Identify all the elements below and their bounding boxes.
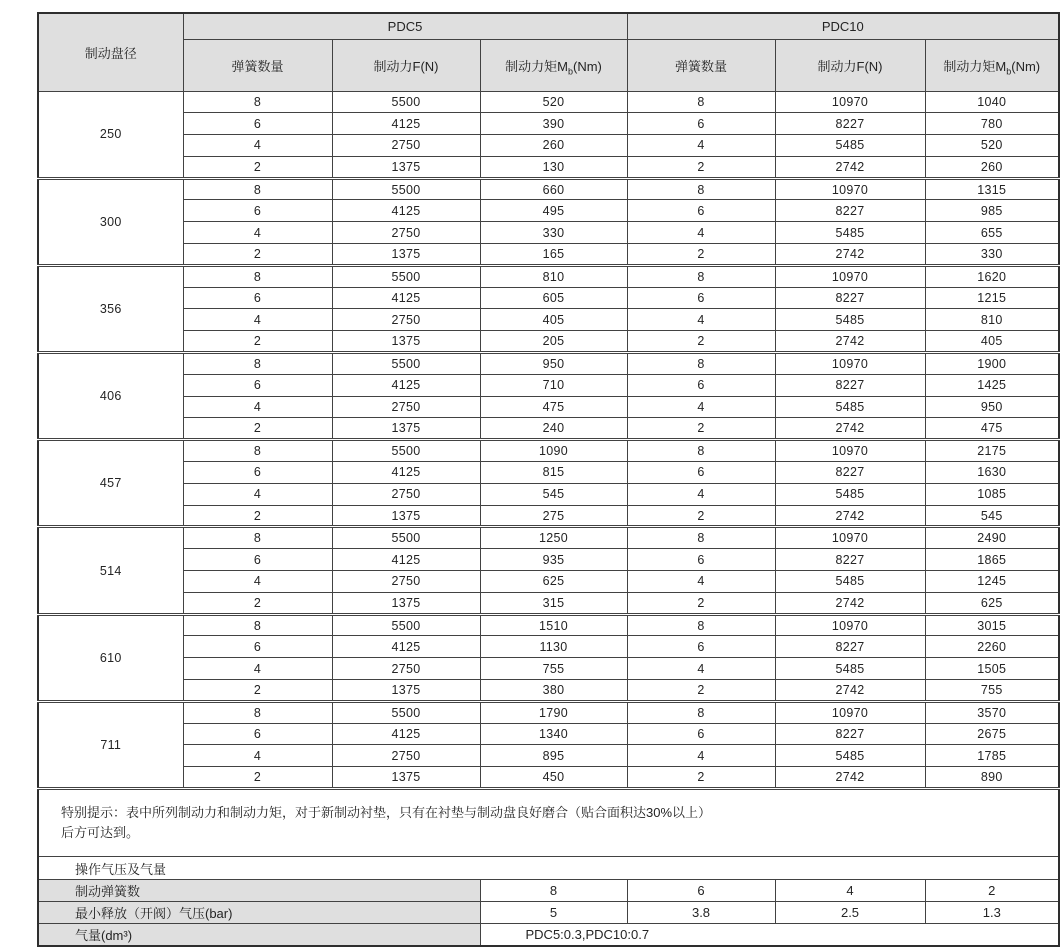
value-cell: 6	[183, 723, 332, 745]
value-cell: 6	[627, 287, 775, 309]
value-cell: 8	[627, 440, 775, 462]
disc-diameter-cell: 610	[38, 614, 183, 701]
value-cell: 5	[480, 902, 627, 924]
value-cell: 495	[480, 200, 627, 222]
value-cell: 6	[627, 636, 775, 658]
value-cell: 6	[183, 200, 332, 222]
value-cell: 935	[480, 549, 627, 571]
value-cell: 6	[627, 374, 775, 396]
value-cell: 6	[627, 723, 775, 745]
air-volume-label: 气量(dm³)	[38, 924, 480, 946]
value-cell: 810	[480, 265, 627, 287]
torque-header-pdc10	[925, 39, 1059, 91]
value-cell: 8	[480, 880, 627, 902]
disc-diameter-cell: 457	[38, 440, 183, 527]
table-row	[38, 440, 1059, 462]
disc-diameter-cell: 300	[38, 178, 183, 265]
column-header-row	[38, 39, 1059, 91]
value-cell: 3015	[925, 614, 1059, 636]
value-cell: 4125	[332, 723, 480, 745]
value-cell: 10970	[775, 701, 925, 723]
value-cell: 1.3	[925, 902, 1059, 924]
value-cell: 4	[183, 483, 332, 505]
value-cell: 2	[627, 418, 775, 440]
pneumatic-section-row	[38, 857, 1059, 880]
value-cell: 4125	[332, 287, 480, 309]
value-cell: 2750	[332, 571, 480, 593]
value-cell: 1375	[332, 505, 480, 527]
value-cell: 655	[925, 222, 1059, 244]
value-cell: 1215	[925, 287, 1059, 309]
brake-spring-count-label: 制动弹簧数	[38, 880, 480, 902]
value-cell: 890	[925, 767, 1059, 789]
value-cell: 4	[183, 222, 332, 244]
value-cell: 5500	[332, 265, 480, 287]
disc-diameter-cell: 406	[38, 353, 183, 440]
value-cell: 10970	[775, 91, 925, 113]
value-cell: 1250	[480, 527, 627, 549]
value-cell: 405	[925, 331, 1059, 353]
value-cell: 545	[925, 505, 1059, 527]
value-cell: 2	[183, 767, 332, 789]
value-cell: 2	[627, 331, 775, 353]
table-row	[38, 418, 1059, 440]
value-cell: 1620	[925, 265, 1059, 287]
value-cell: 1375	[332, 767, 480, 789]
value-cell: 810	[925, 309, 1059, 331]
value-cell: 6	[183, 374, 332, 396]
table-row	[38, 244, 1059, 266]
value-cell: 260	[480, 135, 627, 157]
value-cell: 1425	[925, 374, 1059, 396]
force-header-pdc5: 制动力F(N)	[332, 39, 480, 91]
value-cell: 2.5	[775, 902, 925, 924]
table-footer	[38, 789, 1059, 946]
value-cell: 1340	[480, 723, 627, 745]
value-cell: 5500	[332, 91, 480, 113]
table-row	[38, 462, 1059, 484]
value-cell: 4125	[332, 113, 480, 135]
value-cell: 1375	[332, 418, 480, 440]
table-row	[38, 200, 1059, 222]
table-row	[38, 592, 1059, 614]
value-cell: 6	[183, 287, 332, 309]
torque-header-pdc5	[480, 39, 627, 91]
table-row	[38, 113, 1059, 135]
value-cell: 10970	[775, 353, 925, 375]
value-cell: 1505	[925, 658, 1059, 680]
value-cell: 330	[925, 244, 1059, 266]
value-cell: 405	[480, 309, 627, 331]
release-pressure-row	[38, 902, 1059, 924]
value-cell: 2	[627, 767, 775, 789]
model-header-row	[38, 13, 1059, 39]
disc-diameter-cell: 514	[38, 527, 183, 614]
value-cell: 2742	[775, 244, 925, 266]
table-row	[38, 745, 1059, 767]
table-row	[38, 331, 1059, 353]
value-cell: 2750	[332, 135, 480, 157]
value-cell: 3.8	[627, 902, 775, 924]
value-cell: 895	[480, 745, 627, 767]
value-cell: 4	[627, 745, 775, 767]
value-cell: 130	[480, 156, 627, 178]
value-cell: 2750	[332, 309, 480, 331]
table-row	[38, 549, 1059, 571]
value-cell: 4	[183, 571, 332, 593]
value-cell: 625	[480, 571, 627, 593]
value-cell: 6	[627, 200, 775, 222]
value-cell: 1090	[480, 440, 627, 462]
value-cell: 950	[925, 396, 1059, 418]
value-cell: 4	[627, 309, 775, 331]
table-row	[38, 222, 1059, 244]
value-cell: 1375	[332, 156, 480, 178]
value-cell: 205	[480, 331, 627, 353]
value-cell: 315	[480, 592, 627, 614]
value-cell: 1375	[332, 244, 480, 266]
value-cell: 10970	[775, 265, 925, 287]
value-cell: 2	[183, 505, 332, 527]
value-cell: 8	[183, 701, 332, 723]
value-cell: 4125	[332, 200, 480, 222]
value-cell: 1375	[332, 680, 480, 702]
torque-header-unit: (Nm)	[572, 58, 602, 74]
table-row	[38, 527, 1059, 549]
release-pressure-label: 最小释放（开阀）气压(bar)	[38, 902, 480, 924]
table-row	[38, 636, 1059, 658]
value-cell: 4	[183, 135, 332, 157]
value-cell: 2750	[332, 745, 480, 767]
value-cell: 8	[627, 527, 775, 549]
value-cell: 275	[480, 505, 627, 527]
table-row	[38, 396, 1059, 418]
value-cell: 10970	[775, 527, 925, 549]
table-row	[38, 483, 1059, 505]
torque-header-text: 制动力矩M	[943, 58, 1007, 74]
value-cell: 8	[627, 91, 775, 113]
value-cell: 2675	[925, 723, 1059, 745]
value-cell: 8227	[775, 549, 925, 571]
value-cell: 605	[480, 287, 627, 309]
value-cell: 1510	[480, 614, 627, 636]
value-cell: 2742	[775, 418, 925, 440]
table-row	[38, 505, 1059, 527]
value-cell: 4125	[332, 462, 480, 484]
value-cell: 545	[480, 483, 627, 505]
value-cell: 2	[627, 505, 775, 527]
value-cell: 4	[627, 571, 775, 593]
value-cell: 6	[183, 636, 332, 658]
value-cell: 260	[925, 156, 1059, 178]
disc-diameter-header: 制动盘径	[38, 13, 183, 91]
value-cell: 2175	[925, 440, 1059, 462]
disc-diameter-cell: 250	[38, 91, 183, 178]
value-cell: 2750	[332, 222, 480, 244]
value-cell: 660	[480, 178, 627, 200]
value-cell: 8	[183, 440, 332, 462]
value-cell: 10970	[775, 440, 925, 462]
brake-spring-count-row	[38, 880, 1059, 902]
value-cell: 710	[480, 374, 627, 396]
value-cell: 450	[480, 767, 627, 789]
value-cell: 520	[925, 135, 1059, 157]
value-cell: 1865	[925, 549, 1059, 571]
value-cell: 8227	[775, 636, 925, 658]
table-row	[38, 265, 1059, 287]
value-cell: 380	[480, 680, 627, 702]
value-cell: 4	[627, 135, 775, 157]
table-row	[38, 309, 1059, 331]
value-cell: 2	[925, 880, 1059, 902]
value-cell: 3570	[925, 701, 1059, 723]
value-cell: 2490	[925, 527, 1059, 549]
value-cell: 2	[183, 680, 332, 702]
value-cell: 390	[480, 113, 627, 135]
value-cell: 2	[627, 244, 775, 266]
air-volume-row	[38, 924, 1059, 946]
value-cell: 1630	[925, 462, 1059, 484]
value-cell: 1790	[480, 701, 627, 723]
value-cell: 2	[183, 244, 332, 266]
value-cell: 4125	[332, 636, 480, 658]
value-cell: 1375	[332, 592, 480, 614]
table-row	[38, 571, 1059, 593]
value-cell: 6	[183, 549, 332, 571]
value-cell: 6	[627, 549, 775, 571]
value-cell: 2750	[332, 396, 480, 418]
table-row	[38, 614, 1059, 636]
table-body	[38, 91, 1059, 789]
value-cell: 1245	[925, 571, 1059, 593]
value-cell: 1900	[925, 353, 1059, 375]
value-cell: 5485	[775, 396, 925, 418]
value-cell: 815	[480, 462, 627, 484]
disc-diameter-cell: 711	[38, 701, 183, 788]
table-row	[38, 178, 1059, 200]
value-cell: 755	[480, 658, 627, 680]
value-cell: 8	[627, 614, 775, 636]
value-cell: 5485	[775, 135, 925, 157]
value-cell: 2742	[775, 680, 925, 702]
value-cell: 5485	[775, 571, 925, 593]
table-row	[38, 658, 1059, 680]
value-cell: 4	[627, 483, 775, 505]
value-cell: 2742	[775, 331, 925, 353]
value-cell: 330	[480, 222, 627, 244]
value-cell: 2	[183, 418, 332, 440]
value-cell: 6	[183, 113, 332, 135]
value-cell: 8227	[775, 287, 925, 309]
table-row	[38, 287, 1059, 309]
value-cell: 780	[925, 113, 1059, 135]
model-header-pdc5: PDC5	[183, 13, 627, 39]
special-note-cell	[38, 789, 1059, 857]
table-row	[38, 680, 1059, 702]
table-row	[38, 91, 1059, 113]
value-cell: 1040	[925, 91, 1059, 113]
value-cell: 5500	[332, 701, 480, 723]
value-cell: 8	[183, 91, 332, 113]
value-cell: 10970	[775, 614, 925, 636]
torque-subscript: b	[1006, 66, 1012, 77]
value-cell: 8	[627, 178, 775, 200]
force-header-pdc10: 制动力F(N)	[775, 39, 925, 91]
value-cell: 8	[627, 701, 775, 723]
special-note-line2: 后方可达到。	[61, 825, 140, 840]
torque-header-text: 制动力矩M	[505, 58, 568, 74]
value-cell: 5485	[775, 658, 925, 680]
value-cell: 4	[627, 222, 775, 244]
value-cell: 5500	[332, 178, 480, 200]
table-row	[38, 701, 1059, 723]
value-cell: 8227	[775, 200, 925, 222]
value-cell: 1785	[925, 745, 1059, 767]
value-cell: 5500	[332, 353, 480, 375]
value-cell: 4	[627, 396, 775, 418]
value-cell: 6	[627, 113, 775, 135]
value-cell: 8	[183, 265, 332, 287]
value-cell: 10970	[775, 178, 925, 200]
value-cell: 8227	[775, 113, 925, 135]
value-cell: 2742	[775, 156, 925, 178]
value-cell: 4	[183, 658, 332, 680]
value-cell: 950	[480, 353, 627, 375]
value-cell: 2	[183, 592, 332, 614]
value-cell: 6	[183, 462, 332, 484]
value-cell: 755	[925, 680, 1059, 702]
table-header	[38, 13, 1059, 91]
torque-subscript: b	[567, 66, 573, 77]
value-cell: 4	[183, 745, 332, 767]
value-cell: 8	[627, 353, 775, 375]
value-cell: 6	[627, 462, 775, 484]
value-cell: 2	[627, 156, 775, 178]
value-cell: 5500	[332, 614, 480, 636]
brake-spec-table	[37, 12, 1060, 947]
disc-diameter-cell: 356	[38, 265, 183, 352]
value-cell: 165	[480, 244, 627, 266]
value-cell: 2	[183, 331, 332, 353]
value-cell: 1130	[480, 636, 627, 658]
value-cell: 8	[627, 265, 775, 287]
value-cell: 4	[183, 309, 332, 331]
value-cell: 4	[183, 396, 332, 418]
value-cell: 475	[480, 396, 627, 418]
table-row	[38, 156, 1059, 178]
value-cell: 2750	[332, 483, 480, 505]
value-cell: 6	[627, 880, 775, 902]
value-cell: 4125	[332, 549, 480, 571]
value-cell: 1375	[332, 331, 480, 353]
table-row	[38, 767, 1059, 789]
special-note-row	[38, 789, 1059, 857]
value-cell: 8227	[775, 462, 925, 484]
table-row	[38, 723, 1059, 745]
value-cell: 2260	[925, 636, 1059, 658]
value-cell: 5500	[332, 527, 480, 549]
value-cell: 4	[775, 880, 925, 902]
value-cell: 985	[925, 200, 1059, 222]
table-row	[38, 353, 1059, 375]
value-cell: 5485	[775, 745, 925, 767]
value-cell: 520	[480, 91, 627, 113]
value-cell: 5485	[775, 483, 925, 505]
value-cell: 8	[183, 353, 332, 375]
springs-header-pdc10: 弹簧数量	[627, 39, 775, 91]
value-cell: 2742	[775, 592, 925, 614]
table-row	[38, 135, 1059, 157]
value-cell: 5485	[775, 222, 925, 244]
value-cell: 8	[183, 178, 332, 200]
value-cell: 2	[183, 156, 332, 178]
special-note-line1: 特别提示：表中所列制动力和制动力矩，对于新制动衬垫，只有在衬垫与制动盘良好磨合（贴合面积达30%以上）	[61, 804, 712, 820]
pneumatic-section-title: 操作气压及气量	[38, 857, 1059, 880]
value-cell: 8227	[775, 374, 925, 396]
value-cell: 240	[480, 418, 627, 440]
value-cell: 2742	[775, 767, 925, 789]
air-volume-value: PDC5:0.3,PDC10:0.7	[480, 924, 1059, 946]
table-row	[38, 374, 1059, 396]
value-cell: 475	[925, 418, 1059, 440]
value-cell: 2	[627, 680, 775, 702]
value-cell: 2	[627, 592, 775, 614]
value-cell: 4125	[332, 374, 480, 396]
torque-header-unit: (Nm)	[1011, 58, 1041, 74]
value-cell: 1085	[925, 483, 1059, 505]
value-cell: 2742	[775, 505, 925, 527]
value-cell: 625	[925, 592, 1059, 614]
value-cell: 8	[183, 614, 332, 636]
value-cell: 4	[627, 658, 775, 680]
value-cell: 1315	[925, 178, 1059, 200]
value-cell: 5485	[775, 309, 925, 331]
value-cell: 5500	[332, 440, 480, 462]
springs-header-pdc5: 弹簧数量	[183, 39, 332, 91]
model-header-pdc10: PDC10	[627, 13, 1059, 39]
value-cell: 8	[183, 527, 332, 549]
value-cell: 2750	[332, 658, 480, 680]
value-cell: 8227	[775, 723, 925, 745]
